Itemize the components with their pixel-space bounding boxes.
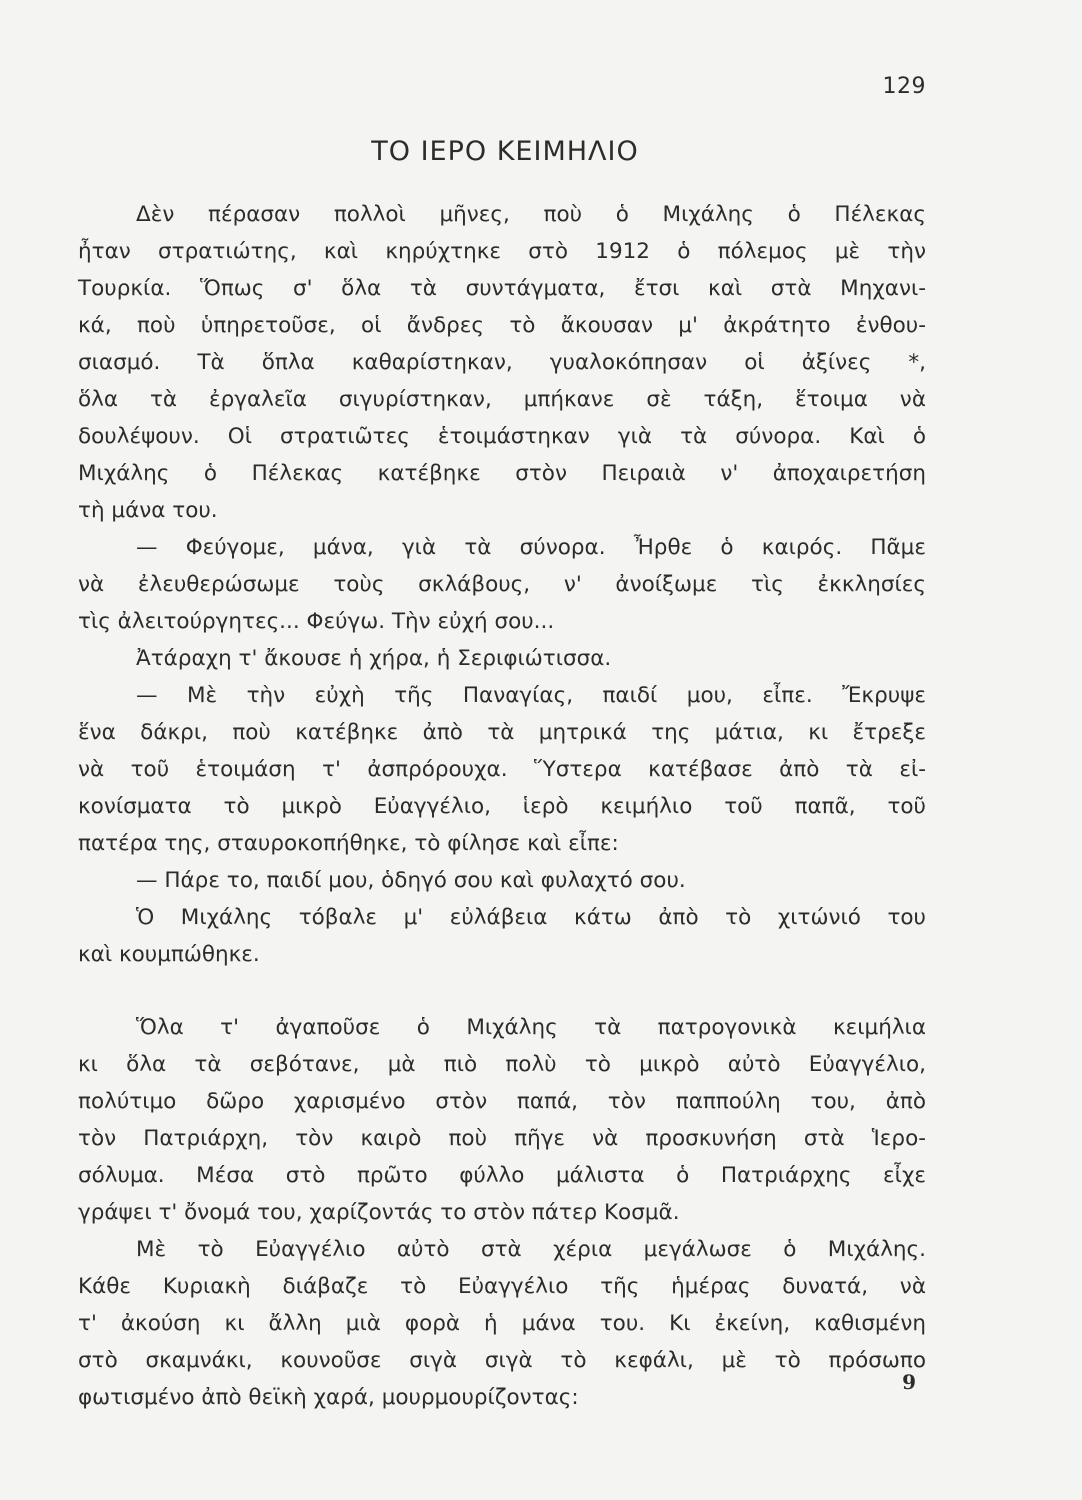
page-number: 129 bbox=[882, 74, 926, 99]
text-line: — Μὲ τὴν εὐχὴ τῆς Παναγίας, παιδί μου, εἶπε. Ἔκρυψε bbox=[136, 683, 926, 708]
text-line: φωτισμένο ἀπὸ θεϊκὴ χαρά, μουρμουρίζοντας: bbox=[78, 1385, 579, 1410]
text-line: ἕνα δάκρι, ποὺ κατέβηκε ἀπὸ τὰ μητρικά της μάτια, κι ἔτρεξε bbox=[78, 720, 926, 745]
text-line: τὸν Πατριάρχη, τὸν καιρὸ ποὺ πῆγε νὰ προσκυνήση στὰ Ἱερο- bbox=[78, 1126, 926, 1151]
text-line: πατέρα της, σταυροκοπήθηκε, τὸ φίλησε καὶ εἶπε: bbox=[78, 831, 619, 856]
text-line: Ὅλα τ' ἀγαποῦσε ὁ Μιχάλης τὰ πατρογονικὰ κειμήλια bbox=[136, 1015, 926, 1040]
section-gap bbox=[78, 973, 926, 1009]
text-line: ὅλα τὰ ἐργαλεῖα σιγυρίστηκαν, μπήκανε σὲ τάξη, ἕτοιμα νὰ bbox=[78, 387, 926, 412]
text-line: Μιχάλης ὁ Πέλεκας κατέβηκε στὸν Πειραιὰ ν' ἀποχαιρετήση bbox=[78, 461, 926, 486]
text-line: κά, ποὺ ὑπηρετοῦσε, οἱ ἄνδρες τὸ ἄκουσαν μ' ἀκράτητο ἐνθου- bbox=[78, 313, 926, 338]
chapter-body bbox=[78, 196, 926, 1416]
text-line: νὰ τοῦ ἑτοιμάση τ' ἀσπρόρουχα. Ὕστερα κατέβασε ἀπὸ τὰ εἰ- bbox=[78, 757, 926, 782]
text-line: στὸ σκαμνάκι, κουνοῦσε σιγὰ σιγὰ τὸ κεφάλι, μὲ τὸ πρόσωπο bbox=[78, 1348, 926, 1373]
text-line: Δὲν πέρασαν πολλοὶ μῆνες, ποὺ ὁ Μιχάλης ὁ Πέλεκας bbox=[136, 202, 926, 227]
text-line: ἦταν στρατιώτης, καὶ κηρύχτηκε στὸ 1912 ὁ πόλεμος μὲ τὴν bbox=[78, 239, 926, 264]
signature-mark: 9 bbox=[902, 1370, 916, 1394]
text-line: Κάθε Κυριακὴ διάβαζε τὸ Εὐαγγέλιο τῆς ἡμέρας δυνατά, νὰ bbox=[78, 1274, 926, 1299]
chapter-title: ΤΟ ΙΕΡΟ ΚΕΙΜΗΛΙΟ bbox=[371, 136, 639, 167]
text-line: Ἀτάραχη τ' ἄκουσε ἡ χήρα, ἡ Σεριφιώτισσα. bbox=[136, 646, 612, 671]
text-line: τ' ἀκούση κι ἄλλη μιὰ φορὰ ἡ μάνα του. Κι ἐκείνη, καθισμένη bbox=[78, 1311, 926, 1336]
text-line: σόλυμα. Μέσα στὸ πρῶτο φύλλο μάλιστα ὁ Πατριάρχης εἶχε bbox=[78, 1163, 926, 1188]
text-line: κι ὅλα τὰ σεβότανε, μὰ πιὸ πολὺ τὸ μικρὸ αὐτὸ Εὐαγγέλιο, bbox=[78, 1052, 926, 1077]
text-line: σιασμό. Τὰ ὅπλα καθαρίστηκαν, γυαλοκόπησαν οἱ ἀξίνες *, bbox=[78, 350, 926, 375]
text-line: καὶ κουμπώθηκε. bbox=[78, 942, 260, 967]
text-line: — Φεύγομε, μάνα, γιὰ τὰ σύνορα. Ἦρθε ὁ καιρός. Πᾶμε bbox=[136, 535, 926, 560]
text-line: κονίσματα τὸ μικρὸ Εὐαγγέλιο, ἱερὸ κειμήλιο τοῦ παπᾶ, τοῦ bbox=[78, 794, 926, 819]
text-line: — Πάρε το, παιδί μου, ὁδηγό σου καὶ φυλαχτό σου. bbox=[136, 868, 686, 893]
text-line: νὰ ἐλευθερώσωμε τοὺς σκλάβους, ν' ἀνοίξωμε τὶς ἐκκλησίες bbox=[78, 572, 926, 597]
text-line: Μὲ τὸ Εὐαγγέλιο αὐτὸ στὰ χέρια μεγάλωσε ὁ Μιχάλης. bbox=[136, 1237, 926, 1262]
text-line: τὴ μάνα του. bbox=[78, 498, 218, 523]
text-line: Ὁ Μιχάλης τόβαλε μ' εὐλάβεια κάτω ἀπὸ τὸ χιτώνιό του bbox=[136, 905, 926, 930]
text-line: Τουρκία. Ὅπως σ' ὅλα τὰ συντάγματα, ἔτσι καὶ στὰ Μηχανι- bbox=[78, 276, 926, 301]
text-line: τὶς ἀλειτούργητες... Φεύγω. Τὴν εὐχή σου... bbox=[78, 609, 555, 634]
text-line: γράψει τ' ὄνομά του, χαρίζοντάς το στὸν πάτερ Κοσμᾶ. bbox=[78, 1200, 680, 1225]
text-line: πολύτιμο δῶρο χαρισμένο στὸν παπά, τὸν παππούλη του, ἀπὸ bbox=[78, 1089, 926, 1114]
text-line: δουλέψουν. Οἱ στρατιῶτες ἑτοιμάστηκαν γιὰ τὰ σύνορα. Καὶ ὁ bbox=[78, 424, 926, 449]
